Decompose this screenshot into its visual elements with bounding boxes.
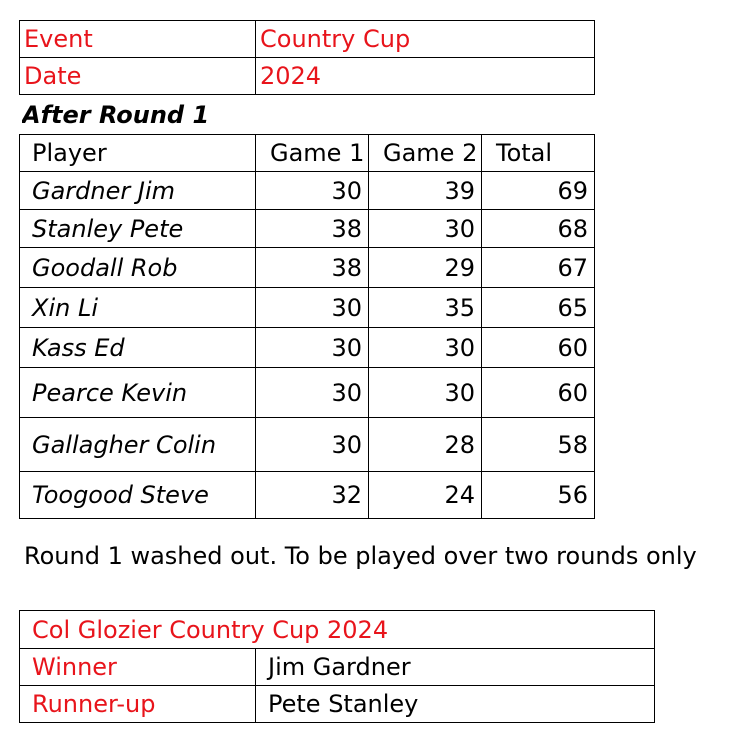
header-total: Total bbox=[482, 135, 595, 172]
results-title: Col Glozier Country Cup 2024 bbox=[20, 611, 655, 649]
player-name: Gallagher Colin bbox=[20, 418, 256, 472]
game2-score: 28 bbox=[369, 418, 482, 472]
event-value: Country Cup bbox=[256, 21, 595, 58]
game2-score: 30 bbox=[369, 328, 482, 368]
scores-header-row bbox=[20, 135, 595, 172]
winner-label: Winner bbox=[20, 649, 256, 686]
runner-up-label: Runner-up bbox=[20, 686, 256, 723]
game2-score: 29 bbox=[369, 248, 482, 288]
winner-value: Jim Gardner bbox=[256, 649, 655, 686]
table-row bbox=[20, 368, 595, 418]
game2-score: 35 bbox=[369, 288, 482, 328]
event-label: Event bbox=[20, 21, 256, 58]
header-game2: Game 2 bbox=[369, 135, 482, 172]
table-row bbox=[20, 418, 595, 472]
player-name: Toogood Steve bbox=[20, 472, 256, 519]
total-score: 58 bbox=[482, 418, 595, 472]
event-row bbox=[20, 21, 595, 58]
total-score: 60 bbox=[482, 328, 595, 368]
player-name: Kass Ed bbox=[20, 328, 256, 368]
game2-score: 39 bbox=[369, 172, 482, 210]
date-label: Date bbox=[20, 58, 256, 95]
game1-score: 38 bbox=[256, 210, 369, 248]
runner-up-value: Pete Stanley bbox=[256, 686, 655, 723]
game1-score: 30 bbox=[256, 328, 369, 368]
total-score: 69 bbox=[482, 172, 595, 210]
results-title-row bbox=[20, 611, 655, 649]
player-name: Goodall Rob bbox=[20, 248, 256, 288]
game1-score: 30 bbox=[256, 288, 369, 328]
table-row bbox=[20, 328, 595, 368]
table-row bbox=[20, 472, 595, 519]
game1-score: 38 bbox=[256, 248, 369, 288]
event-info-table bbox=[19, 20, 595, 95]
game2-score: 30 bbox=[369, 368, 482, 418]
round-subtitle: After Round 1 bbox=[22, 101, 210, 129]
header-game1: Game 1 bbox=[256, 135, 369, 172]
table-row bbox=[20, 248, 595, 288]
table-row bbox=[20, 288, 595, 328]
total-score: 67 bbox=[482, 248, 595, 288]
results-table bbox=[19, 610, 655, 723]
player-name: Xin Li bbox=[20, 288, 256, 328]
game1-score: 30 bbox=[256, 172, 369, 210]
date-value: 2024 bbox=[256, 58, 595, 95]
player-name: Pearce Kevin bbox=[20, 368, 256, 418]
player-name: Gardner Jim bbox=[20, 172, 256, 210]
game1-score: 30 bbox=[256, 368, 369, 418]
total-score: 68 bbox=[482, 210, 595, 248]
washout-note: Round 1 washed out. To be played over two rounds only bbox=[24, 542, 697, 570]
game2-score: 24 bbox=[369, 472, 482, 519]
table-row bbox=[20, 172, 595, 210]
date-row bbox=[20, 58, 595, 95]
winner-row bbox=[20, 649, 655, 686]
total-score: 60 bbox=[482, 368, 595, 418]
total-score: 65 bbox=[482, 288, 595, 328]
total-score: 56 bbox=[482, 472, 595, 519]
player-name: Stanley Pete bbox=[20, 210, 256, 248]
game1-score: 30 bbox=[256, 418, 369, 472]
game1-score: 32 bbox=[256, 472, 369, 519]
scores-table bbox=[19, 134, 595, 519]
header-player: Player bbox=[20, 135, 256, 172]
runner-up-row bbox=[20, 686, 655, 723]
table-row bbox=[20, 210, 595, 248]
game2-score: 30 bbox=[369, 210, 482, 248]
